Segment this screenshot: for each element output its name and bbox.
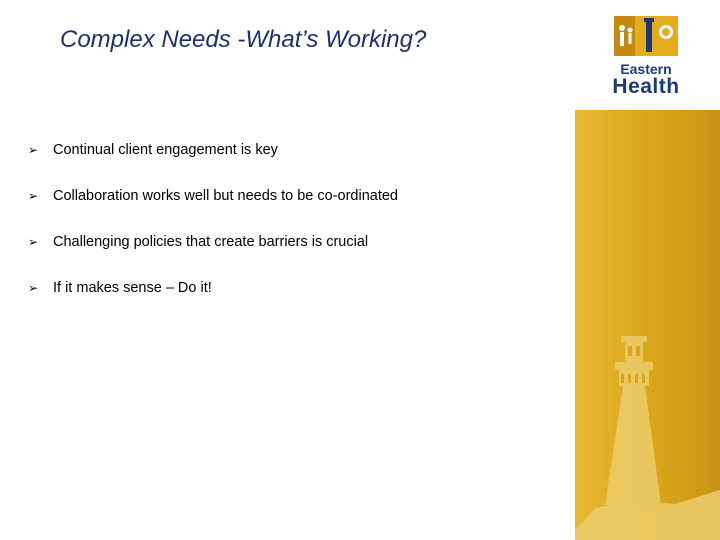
arrow-bullet-icon: ➢: [28, 189, 39, 203]
logo-text-eastern: Eastern: [620, 61, 672, 77]
arrow-bullet-icon: ➢: [28, 235, 39, 249]
lighthouse-icon: [575, 330, 720, 540]
bullet-text: Challenging policies that create barriers is crucial: [53, 234, 369, 250]
arrow-bullet-icon: ➢: [28, 281, 39, 295]
bullet-text: Continual client engagement is key: [53, 142, 278, 158]
arrow-bullet-icon: ➢: [28, 143, 39, 157]
eastern-health-logo: [600, 14, 692, 98]
list-item: [28, 140, 398, 160]
logo-text-health: Health: [612, 75, 680, 98]
slide-title: Complex Needs -What’s Working?: [60, 26, 427, 53]
bullet-text: Collaboration works well but needs to be co-ordinated: [53, 188, 398, 204]
bullet-list: [28, 140, 398, 324]
bullet-text: If it makes sense – Do it!: [53, 280, 212, 296]
list-item: [28, 278, 398, 298]
logo-emblem-icon: [600, 14, 692, 62]
list-item: [28, 186, 398, 206]
list-item: [28, 232, 398, 252]
